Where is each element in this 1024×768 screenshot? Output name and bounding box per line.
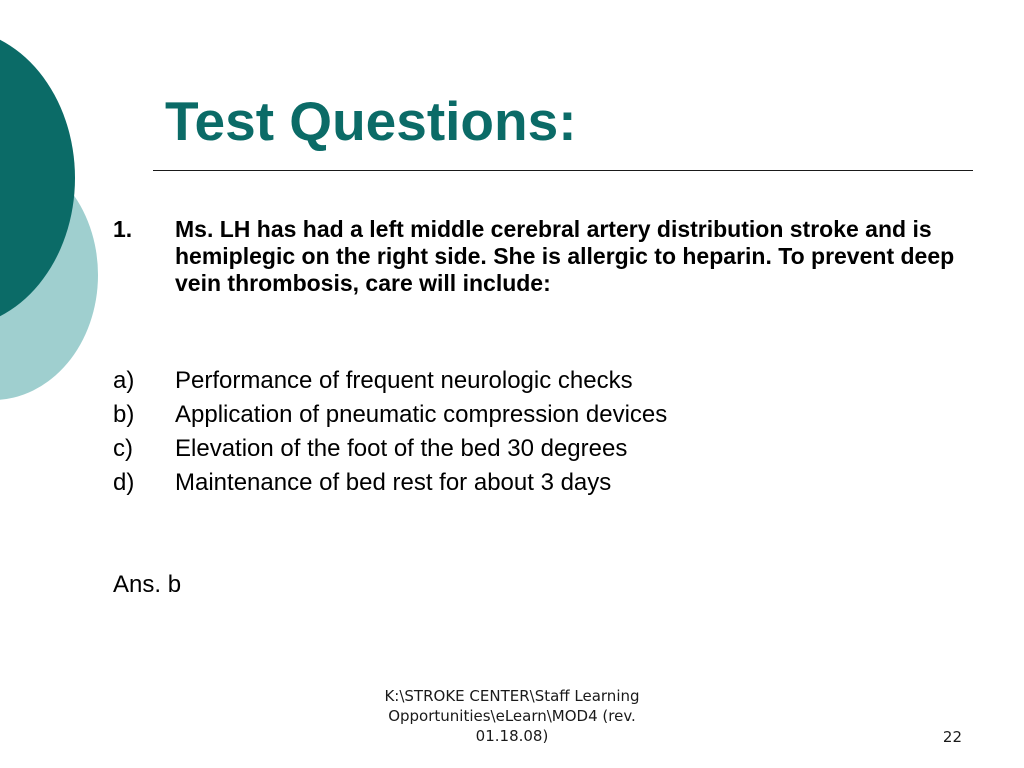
title-divider [153,170,973,171]
option-text: Performance of frequent neurologic checks [175,367,633,394]
option-c [113,432,973,466]
option-letter: d) [113,469,135,496]
answer-key: Ans. b [113,571,182,598]
page-number: 22 [942,728,962,746]
option-text: Application of pneumatic compression devices [175,401,668,428]
option-b [113,398,973,432]
footer-file-path: K:\STROKE CENTER\Staff Learning Opportunities\eLearn\MOD4 (rev. 01.18.08) [384,687,640,745]
option-d [113,466,973,500]
answer-options [113,364,973,500]
question-number: 1. [113,216,133,242]
slide-title: Test Questions: [165,90,577,152]
option-letter: b) [113,401,135,428]
option-a [113,364,973,398]
option-text: Elevation of the foot of the bed 30 degrees [175,435,628,462]
option-text: Maintenance of bed rest for about 3 days [175,469,612,496]
question-text: Ms. LH has had a left middle cerebral artery distribution stroke and is hemiplegic on the right side. She is allergic to heparin. To prevent deep vein thrombosis, care will include: [175,216,955,296]
option-letter: a) [113,367,135,394]
option-letter: c) [113,435,133,462]
